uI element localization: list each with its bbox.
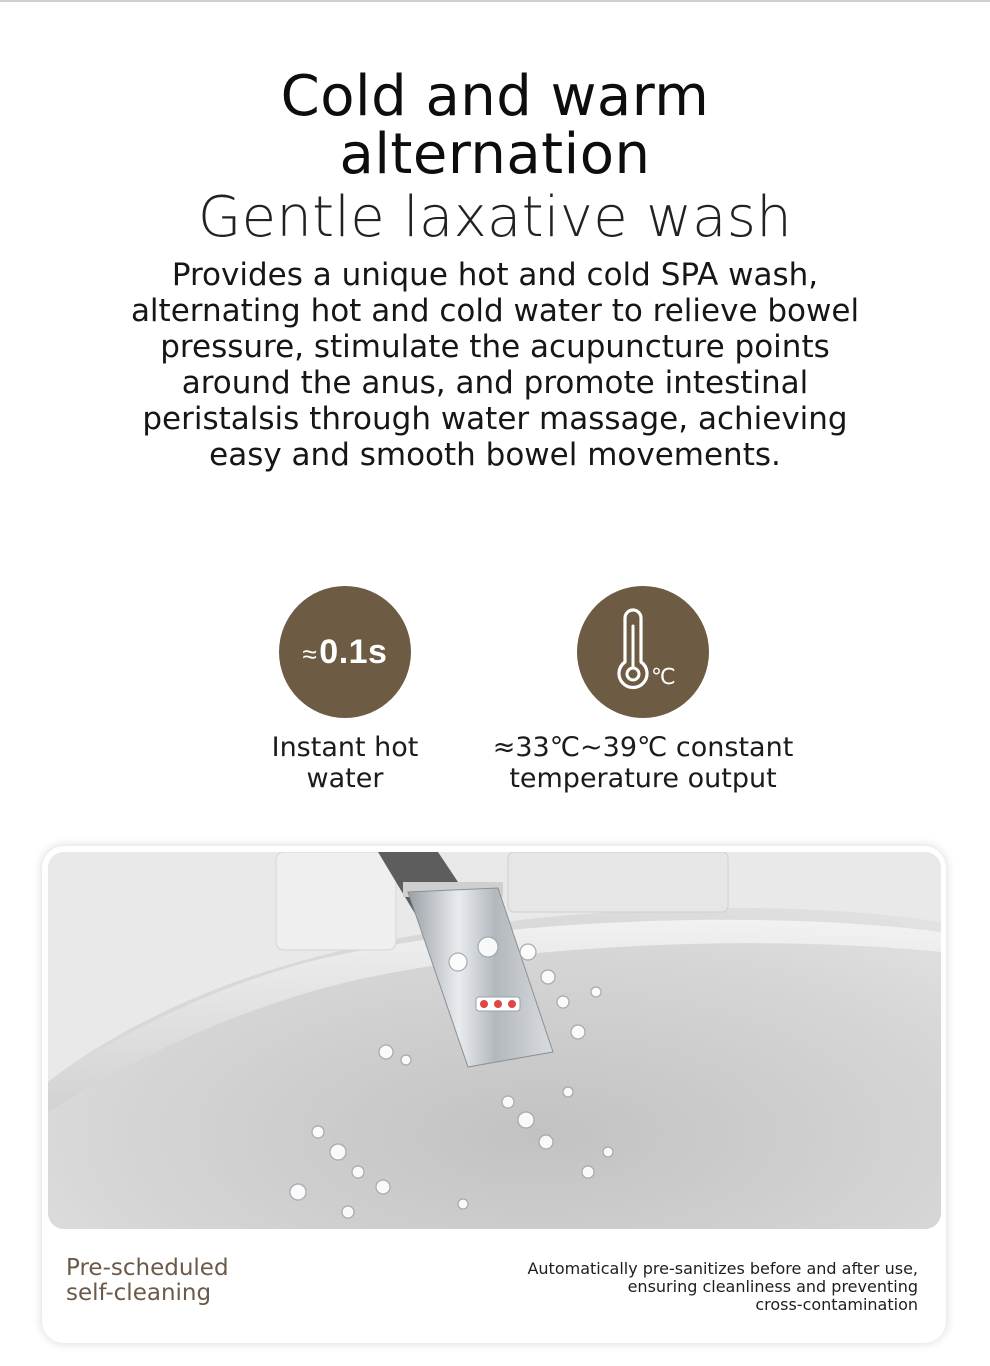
thermometer-icon	[603, 604, 683, 700]
badge-number: 0.1s	[319, 632, 388, 671]
card-description-line-1: Automatically pre-sanitizes before and after use,	[527, 1259, 918, 1278]
thermometer-badge	[577, 586, 709, 718]
page-subtitle: Gentle laxative wash	[197, 185, 793, 250]
top-divider	[0, 0, 990, 2]
title-line-2: alternation	[339, 122, 651, 187]
title-line-1: Cold and warm	[280, 64, 710, 129]
card-description	[438, 1260, 918, 1314]
card-title-line-2: self-cleaning	[66, 1280, 212, 1306]
description-paragraph: Provides a unique hot and cold SPA wash, alternating hot and cold water to relieve bowel pressure, stimulate the acupuncture points around the anus, and promote intestinal peristalsis through water massage, achieving easy and smooth bowel movements.	[130, 257, 860, 473]
approx-symbol: ≈	[302, 638, 318, 669]
card-description-line-3: cross-contamination	[755, 1295, 918, 1314]
speed-badge	[279, 586, 411, 718]
badge-value	[303, 633, 388, 672]
card-title-line-1: Pre-scheduled	[66, 1255, 229, 1281]
card-description-line-2: ensuring cleanliness and preventing	[627, 1277, 918, 1296]
self-cleaning-card	[42, 846, 946, 1343]
feature-label	[478, 732, 808, 794]
celsius-symbol: ℃	[651, 665, 676, 690]
feature-label: Instant hot water	[271, 732, 419, 794]
card-title	[66, 1256, 229, 1306]
nozzle-cleaning-photo	[48, 852, 941, 1229]
feature-instant-hot-water	[245, 586, 445, 794]
page-title	[0, 64, 990, 187]
feature-label-line-2: temperature output	[509, 763, 777, 794]
feature-label-line-1: ≈33℃~39℃ constant	[492, 732, 794, 763]
feature-constant-temperature	[478, 586, 808, 794]
